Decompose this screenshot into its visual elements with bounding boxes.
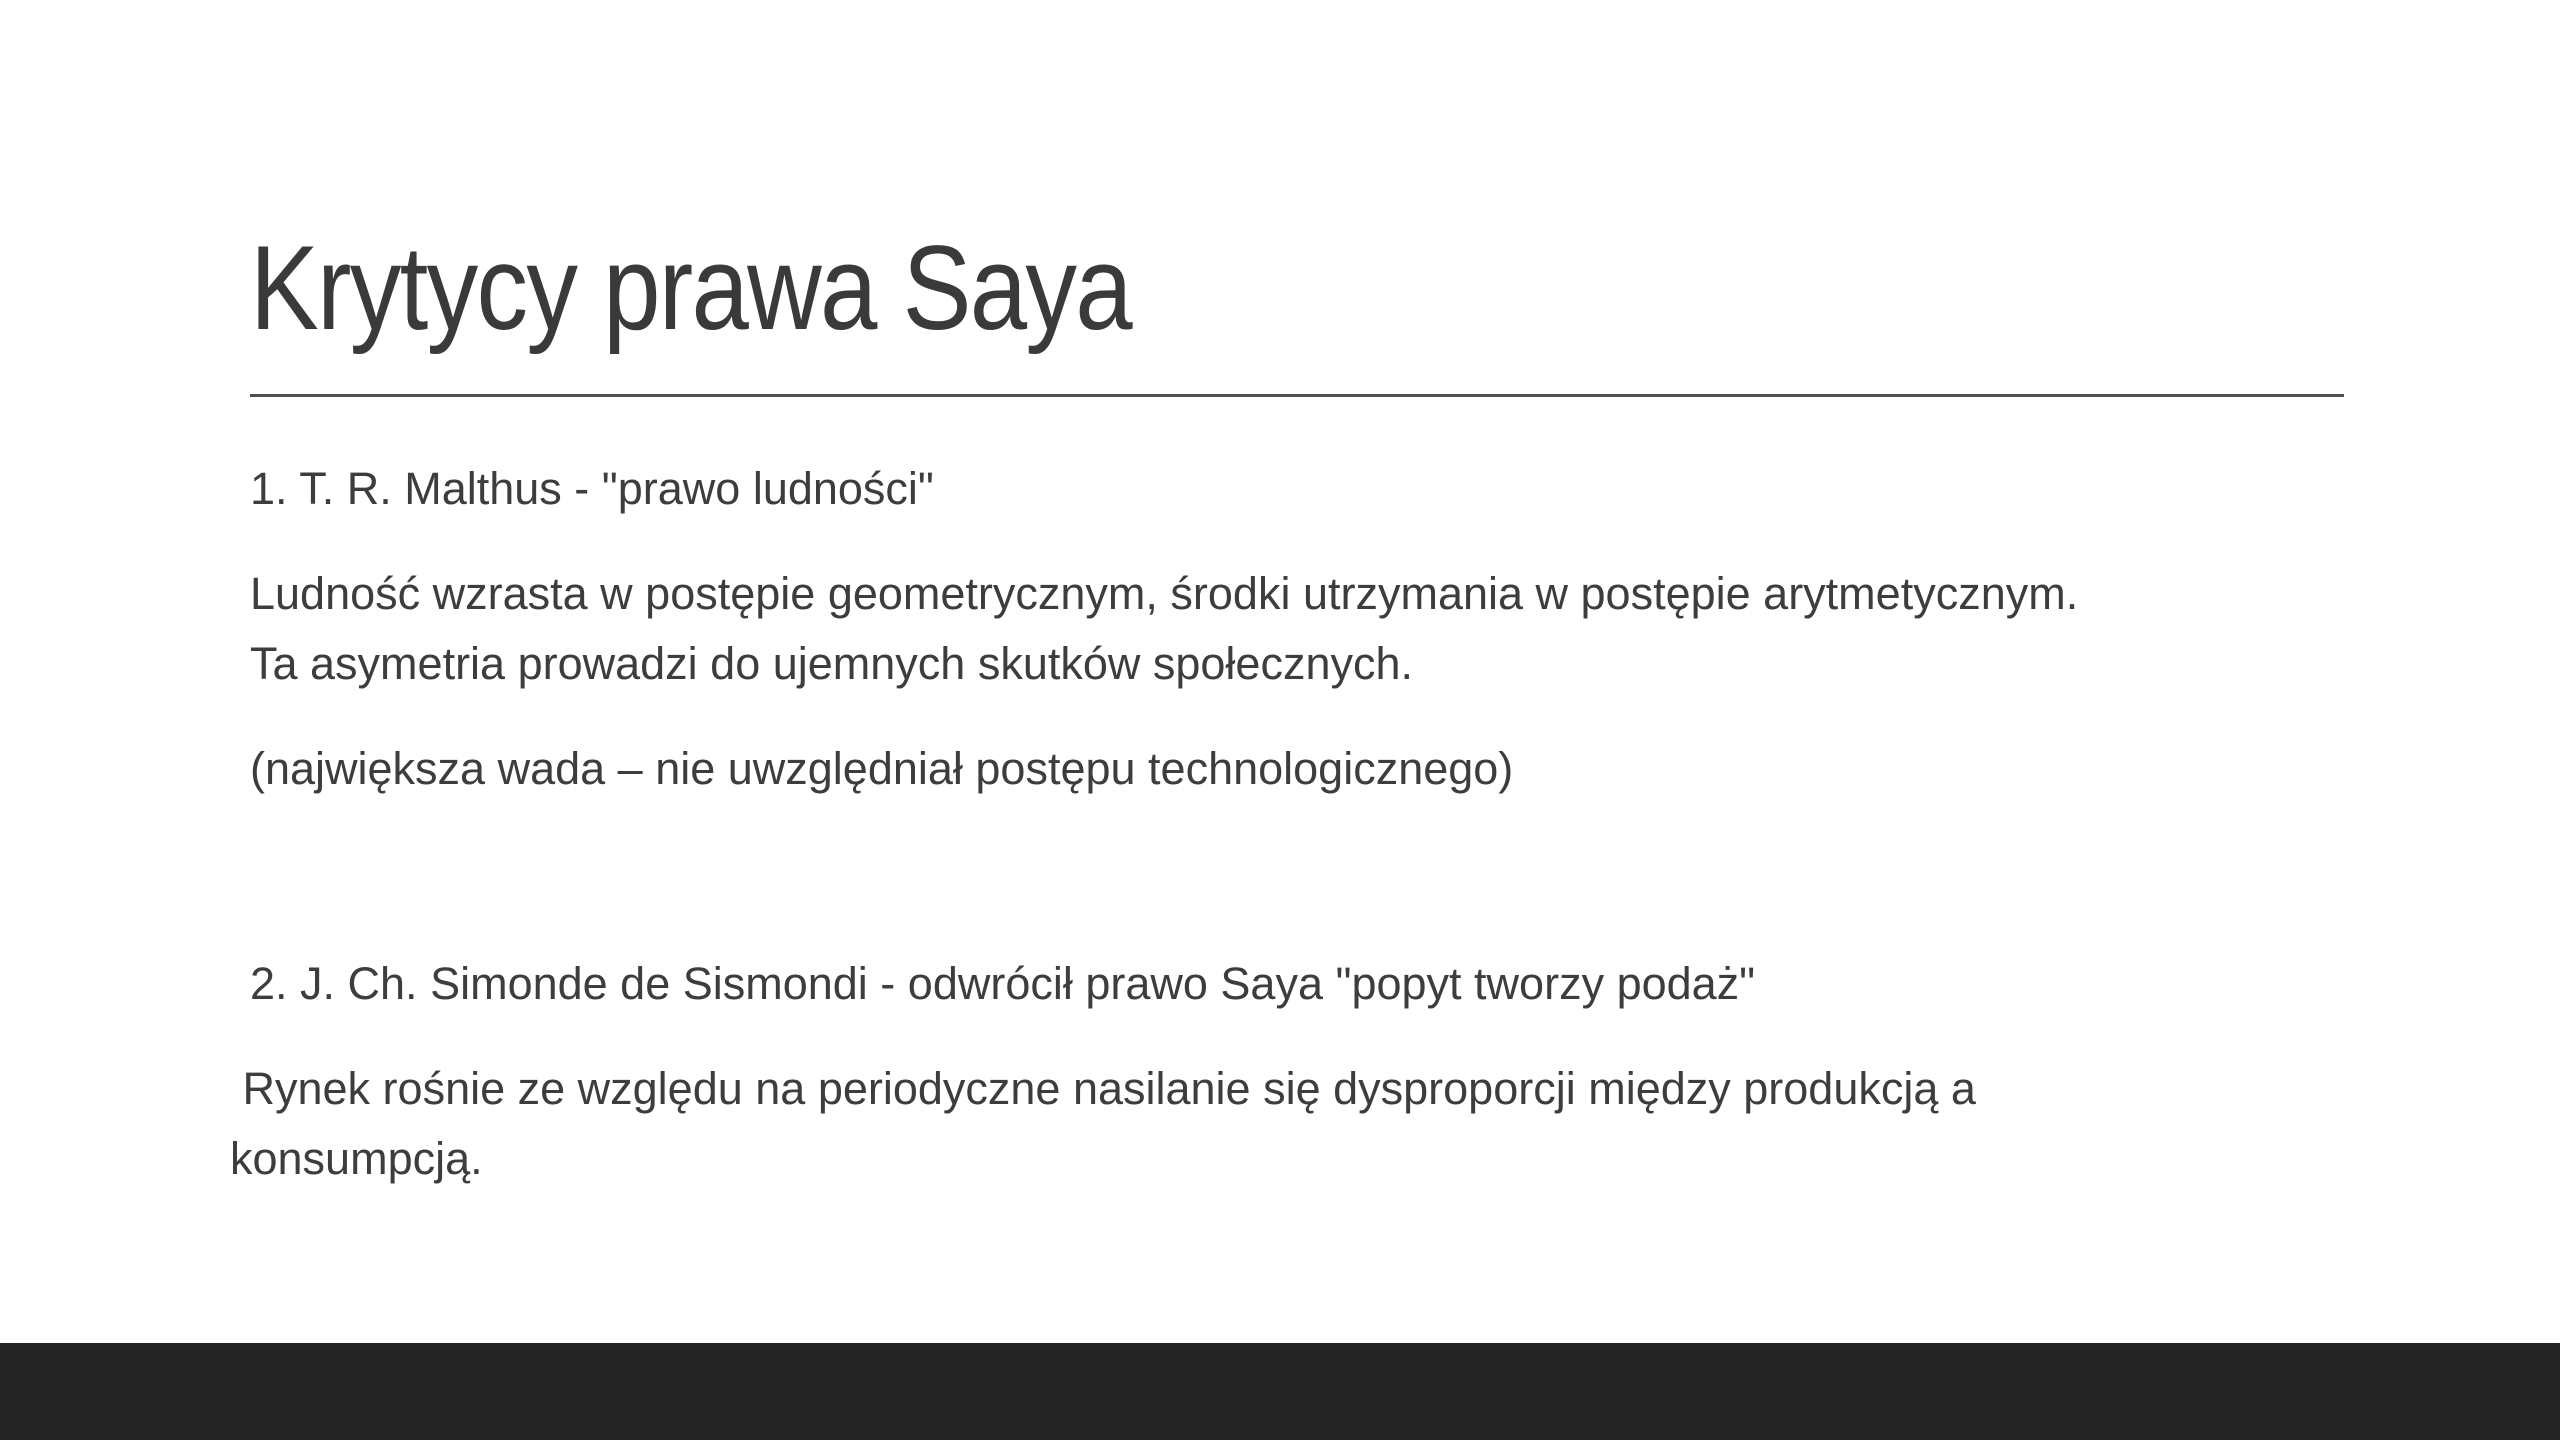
title-divider <box>250 394 2344 397</box>
footer-bar <box>0 1343 2560 1440</box>
sismondi-description-line-2: konsumpcją. <box>230 1133 483 1184</box>
malthus-description-line-1: Ludność wzrasta w postępie geometrycznym, środki utrzymania w postępie arytmetycznym. <box>250 568 2079 619</box>
sismondi-heading: 2. J. Ch. Simonde de Sismondi - odwrócił prawo Saya "popyt tworzy podaż" <box>250 958 1756 1009</box>
malthus-description-line-2: Ta asymetria prowadzi do ujemnych skutków społecznych. <box>250 638 1414 689</box>
slide-title: Krytycy prawa Saya <box>250 221 1131 355</box>
malthus-heading: 1. T. R. Malthus - "prawo ludności" <box>250 463 934 514</box>
malthus-note: (największa wada – nie uwzględniał postępu technologicznego) <box>250 743 1514 794</box>
sismondi-description-line-1: Rynek rośnie ze względu na periodyczne nasilanie się dysproporcji między produkcją a <box>230 1063 1976 1114</box>
